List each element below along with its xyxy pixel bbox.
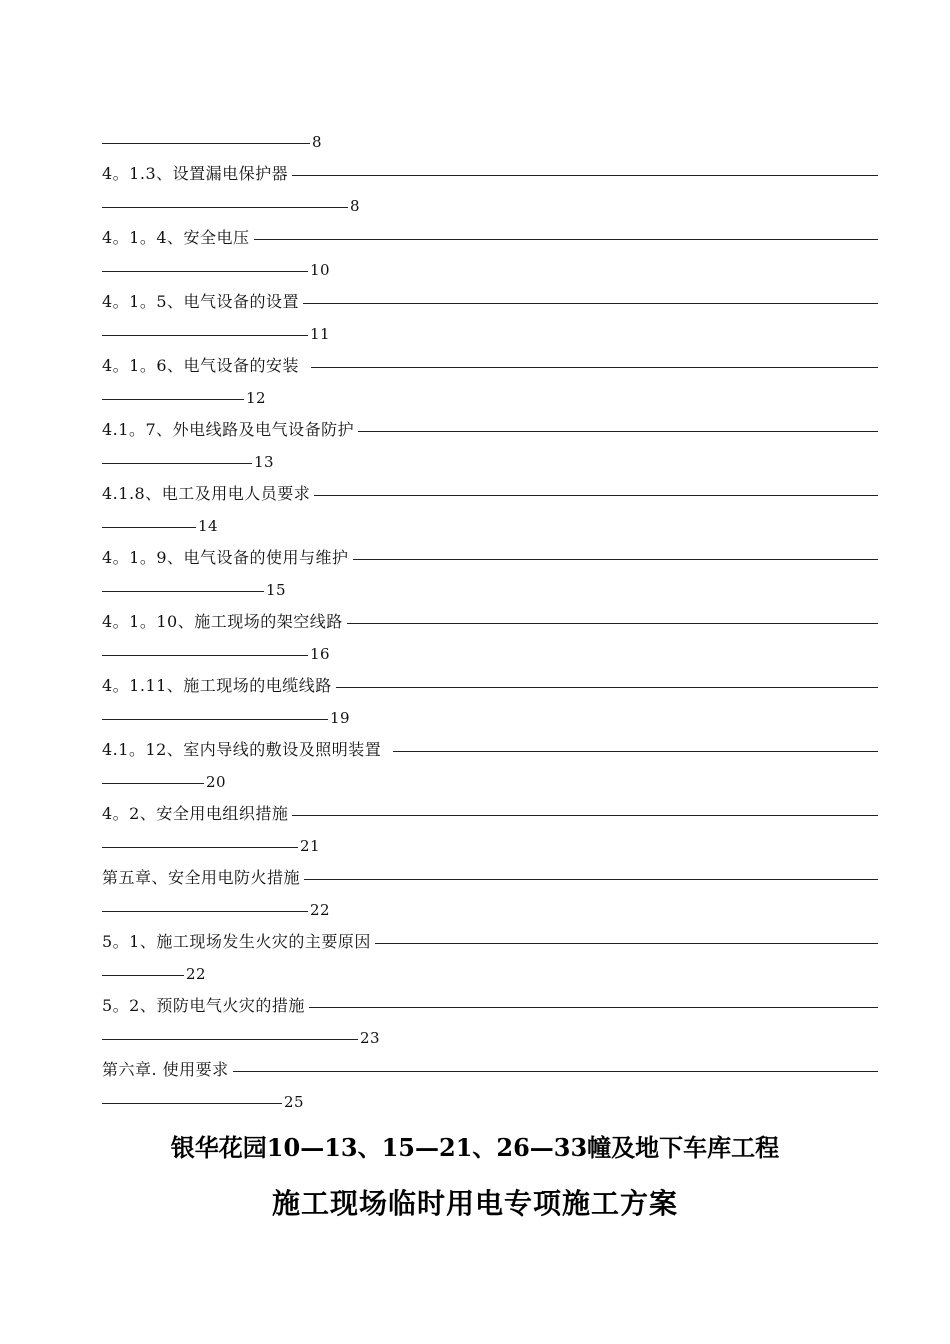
leader-dashes — [292, 815, 878, 816]
toc-entry-continuation — [102, 958, 878, 990]
leader-dashes — [314, 495, 878, 496]
toc-entry-title: 4。1.11、施工现场的电缆线路 — [102, 676, 332, 695]
toc-continuation-line — [102, 126, 878, 158]
toc-entry-continuation — [102, 702, 878, 734]
leader-dashes — [102, 335, 308, 336]
leader-dashes — [233, 1071, 878, 1072]
toc-entry[interactable] — [102, 286, 878, 318]
leader-dashes — [292, 175, 878, 176]
toc-entry-continuation — [102, 254, 878, 286]
leader-dashes — [102, 975, 184, 976]
toc-entry-continuation — [102, 1022, 878, 1054]
toc-entry-continuation — [102, 766, 878, 798]
toc-entry[interactable] — [102, 1054, 878, 1086]
toc-entry-title: 4。1。10、施工现场的架空线路 — [102, 612, 343, 631]
leader-dashes — [102, 271, 308, 272]
toc-entry-title: 4.1。12、室内导线的敷设及照明装置 — [102, 740, 382, 759]
leader-dashes — [102, 911, 308, 912]
toc-entry[interactable] — [102, 798, 878, 830]
toc-page-number: 12 — [246, 389, 267, 407]
toc-entry[interactable] — [102, 158, 878, 190]
toc-page-number: 16 — [310, 645, 331, 663]
toc-page-number: 23 — [360, 1029, 381, 1047]
toc-page-number: 11 — [310, 325, 331, 343]
leader-dashes — [303, 303, 878, 304]
leader-dashes — [102, 399, 244, 400]
leader-dashes — [102, 655, 308, 656]
toc-page-number: 13 — [254, 453, 275, 471]
toc-entry-title: 4。1.3、设置漏电保护器 — [102, 164, 289, 183]
leader-dashes — [304, 879, 878, 880]
toc-entry-title: 4。1。6、电气设备的安装 — [102, 356, 300, 375]
toc-page-number: 20 — [206, 773, 227, 791]
leader-dashes — [254, 239, 878, 240]
leader-dashes — [311, 367, 878, 368]
leader-dashes — [102, 847, 298, 848]
toc-entry-title: 4.1。7、外电线路及电气设备防护 — [102, 420, 355, 439]
toc-entry-title: 5。1、施工现场发生火灾的主要原因 — [102, 932, 371, 951]
leader-dashes — [102, 463, 252, 464]
toc-entry-continuation — [102, 190, 878, 222]
leader-dashes — [102, 207, 348, 208]
toc-entry[interactable] — [102, 478, 878, 510]
toc-page-number: 22 — [186, 965, 207, 983]
toc-entry[interactable] — [102, 414, 878, 446]
toc-entry[interactable] — [102, 350, 878, 382]
toc-page-number: 8 — [350, 197, 361, 215]
leader-dashes — [102, 527, 196, 528]
toc-entry[interactable] — [102, 542, 878, 574]
toc-entry-continuation — [102, 382, 878, 414]
toc-entry-continuation — [102, 638, 878, 670]
toc-entry-title: 5。2、预防电气火灾的措施 — [102, 996, 305, 1015]
toc-entry[interactable] — [102, 926, 878, 958]
toc-entry-title: 4。1。5、电气设备的设置 — [102, 292, 300, 311]
leader-dashes — [393, 751, 878, 752]
toc-entry[interactable] — [102, 862, 878, 894]
toc-page-number: 25 — [284, 1093, 305, 1111]
toc-entry-continuation — [102, 1086, 878, 1118]
toc-page-number: 15 — [266, 581, 287, 599]
toc-entry-continuation — [102, 574, 878, 606]
toc-entry-title: 4.1.8、电工及用电人员要求 — [102, 484, 311, 503]
toc-entry-continuation — [102, 510, 878, 542]
leader-dashes — [102, 1103, 282, 1104]
toc-entry-continuation — [102, 318, 878, 350]
toc-page-number: 22 — [310, 901, 331, 919]
toc-entry[interactable] — [102, 222, 878, 254]
leader-dashes — [375, 943, 878, 944]
toc-entry-title: 4。1。4、安全电压 — [102, 228, 250, 247]
leader-dashes — [358, 431, 878, 432]
toc-page-number: 10 — [310, 261, 331, 279]
toc-page-number: 19 — [330, 709, 351, 727]
toc-page-number: 21 — [300, 837, 321, 855]
toc-entry[interactable] — [102, 734, 878, 766]
toc-entry-title: 第五章、安全用电防火措施 — [102, 868, 301, 887]
toc-page-number: 14 — [198, 517, 219, 535]
toc-entry-continuation — [102, 894, 878, 926]
toc-page-number: 8 — [312, 133, 323, 151]
toc-entry[interactable] — [102, 606, 878, 638]
toc-entry[interactable] — [102, 670, 878, 702]
leader-dashes — [102, 1039, 358, 1040]
leader-dashes — [102, 143, 310, 144]
leader-dashes — [102, 719, 328, 720]
toc-entry[interactable] — [102, 990, 878, 1022]
leader-dashes — [309, 1007, 878, 1008]
toc-entry-title: 4。1。9、电气设备的使用与维护 — [102, 548, 349, 567]
project-title: 银华花园10—13、15—21、26—33幢及地下车库工程 — [170, 1133, 780, 1162]
toc-entry-title: 4。2、安全用电组织措施 — [102, 804, 289, 823]
leader-dashes — [102, 783, 204, 784]
leader-dashes — [336, 687, 878, 688]
document-title: 施工现场临时用电专项施工方案 — [271, 1187, 678, 1220]
leader-dashes — [353, 559, 878, 560]
leader-dashes — [347, 623, 878, 624]
leader-dashes — [102, 591, 264, 592]
toc-entry-continuation — [102, 446, 878, 478]
table-of-contents — [102, 126, 878, 1118]
toc-entry-continuation — [102, 830, 878, 862]
toc-entry-title: 第六章. 使用要求 — [102, 1060, 229, 1079]
